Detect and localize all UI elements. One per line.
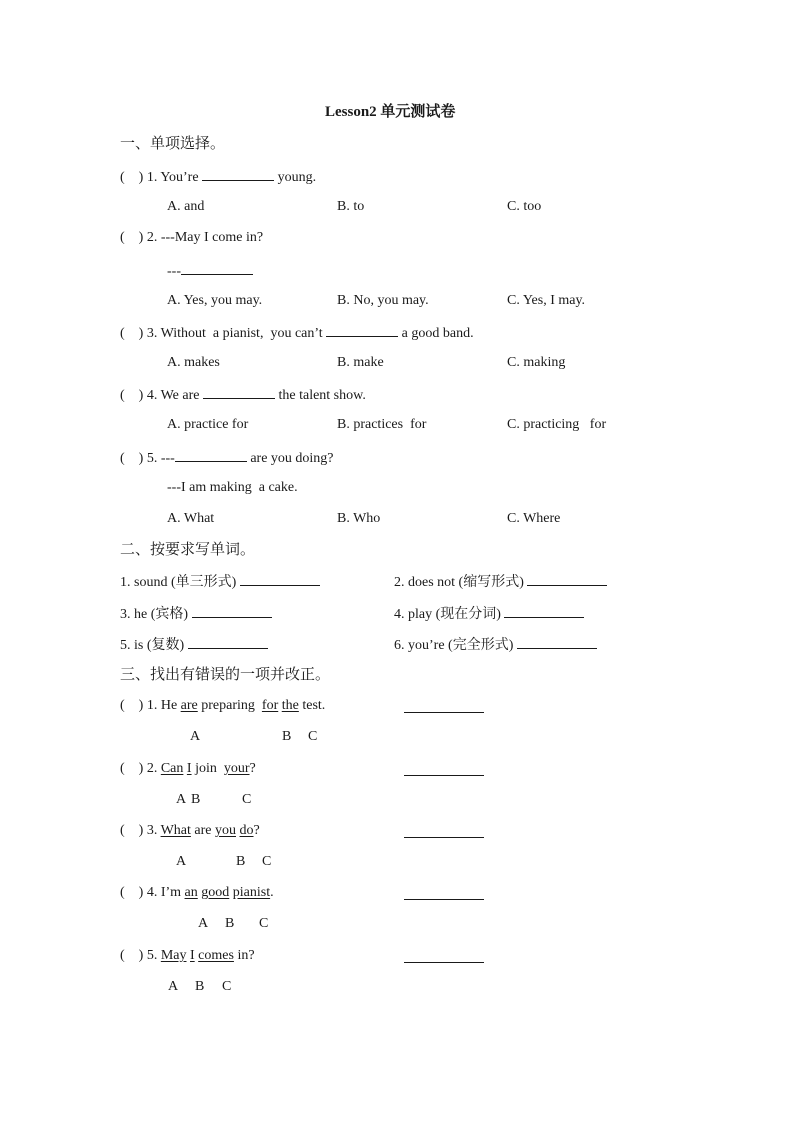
underlined-option-c: do — [239, 823, 254, 838]
answer-blank[interactable] — [504, 604, 584, 618]
option-letter-a: A — [168, 979, 179, 994]
question-text: the talent show. — [278, 388, 366, 403]
question-number: 3. — [146, 823, 158, 838]
answer-paren[interactable]: ( ) — [120, 761, 144, 776]
sentence-word: in? — [237, 948, 255, 963]
answer-blank[interactable] — [203, 385, 275, 399]
option-letter-b: B — [195, 979, 205, 994]
question-1 — [120, 167, 316, 187]
word-prompt: 2. does not (缩写形式) — [394, 575, 524, 590]
answer-paren[interactable]: ( ) — [120, 885, 144, 900]
correction-blank[interactable] — [404, 949, 484, 963]
word-item-3 — [120, 604, 272, 624]
answer-blank[interactable] — [181, 261, 253, 275]
question-text: ---May I come in? — [160, 230, 264, 245]
option-b: B. No, you may. — [337, 293, 429, 308]
error-question-5 — [120, 947, 255, 965]
option-letter-c: C — [259, 916, 269, 931]
option-c: C. Where — [507, 511, 561, 526]
question-number: 1. — [146, 698, 158, 713]
question-number: 4. — [146, 885, 158, 900]
option-b: B. to — [337, 199, 365, 214]
question-text: You’re — [160, 170, 199, 185]
underlined-option-b: for — [261, 698, 279, 713]
word-prompt: 6. you’re (完全形式) — [394, 638, 514, 653]
dialogue-reply: ---I am making a cake. — [167, 480, 298, 495]
sentence-word: . — [270, 885, 274, 900]
underlined-option-c: the — [281, 698, 299, 713]
option-letter-a: A — [176, 854, 187, 869]
page-title: Lesson2 单元测试卷 — [325, 104, 456, 120]
question-number: 3. — [146, 326, 158, 341]
section-heading-3: 三、找出有错误的一项并改正。 — [120, 667, 331, 683]
answer-blank[interactable] — [517, 635, 597, 649]
word-prompt: 4. play (现在分词) — [394, 607, 501, 622]
option-c: C. practicing for — [507, 417, 607, 432]
word-prompt: 5. is (复数) — [120, 638, 185, 653]
word-item-1 — [120, 572, 320, 592]
option-letter-a: A — [198, 916, 209, 931]
option-letter-b: B — [236, 854, 246, 869]
dash: --- — [167, 264, 181, 279]
underlined-option-b: I — [190, 948, 195, 963]
question-text: are you doing? — [250, 451, 334, 466]
question-number: 4. — [146, 388, 158, 403]
correction-blank[interactable] — [404, 824, 484, 838]
sentence-word: preparing — [201, 698, 255, 713]
answer-blank[interactable] — [175, 448, 247, 462]
option-letter-b: B — [225, 916, 235, 931]
word-item-4 — [394, 604, 584, 624]
word-prompt: 1. sound (单三形式) — [120, 575, 237, 590]
question-2 — [120, 229, 263, 247]
option-c: C. too — [507, 199, 542, 214]
option-b: B. Who — [337, 511, 381, 526]
error-question-3 — [120, 822, 260, 840]
sentence-word: I’m — [160, 885, 182, 900]
underlined-option-c: comes — [198, 948, 234, 963]
answer-blank[interactable] — [192, 604, 272, 618]
underlined-option-a: are — [180, 698, 198, 713]
option-a: A. Yes, you may. — [167, 293, 263, 308]
correction-blank[interactable] — [404, 886, 484, 900]
answer-blank[interactable] — [326, 323, 398, 337]
sentence-word: join — [195, 761, 217, 776]
answer-paren[interactable]: ( ) — [120, 823, 144, 838]
sentence-word: test. — [302, 698, 326, 713]
option-letter-b: B — [282, 729, 292, 744]
answer-paren[interactable]: ( ) — [120, 326, 144, 341]
section-heading-2: 二、按要求写单词。 — [120, 542, 256, 558]
sentence-word: He — [160, 698, 178, 713]
option-a: A. and — [167, 199, 205, 214]
correction-blank[interactable] — [404, 699, 484, 713]
answer-paren[interactable]: ( ) — [120, 698, 144, 713]
option-c: C. Yes, I may. — [507, 293, 586, 308]
answer-paren[interactable]: ( ) — [120, 388, 144, 403]
answer-paren[interactable]: ( ) — [120, 948, 144, 963]
answer-blank[interactable] — [527, 572, 607, 586]
answer-blank[interactable] — [240, 572, 320, 586]
answer-paren[interactable]: ( ) — [120, 170, 144, 185]
question-number: 1. — [146, 170, 158, 185]
underlined-option-a: May — [160, 948, 187, 963]
option-a: A. practice for — [167, 417, 249, 432]
answer-paren[interactable]: ( ) — [120, 451, 144, 466]
question-text: young. — [277, 170, 317, 185]
option-letter-c: C — [222, 979, 232, 994]
option-letter-b: B — [191, 792, 201, 807]
option-letter-a: A — [190, 729, 201, 744]
question-4 — [120, 385, 366, 405]
sentence-word: ? — [253, 823, 260, 838]
error-question-1 — [120, 697, 325, 715]
option-letter-c: C — [242, 792, 252, 807]
underlined-option-a: Can — [160, 761, 184, 776]
underlined-option-a: What — [160, 823, 191, 838]
dash: --- — [160, 451, 175, 466]
question-number: 2. — [146, 230, 158, 245]
word-item-5 — [120, 635, 268, 655]
word-item-6 — [394, 635, 597, 655]
word-item-2 — [394, 572, 607, 592]
correction-blank[interactable] — [404, 762, 484, 776]
underlined-option-b: you — [215, 823, 236, 838]
option-c: C. making — [507, 355, 566, 370]
error-question-2 — [120, 760, 256, 778]
option-b: B. practices for — [337, 417, 427, 432]
answer-paren[interactable]: ( ) — [120, 230, 144, 245]
answer-blank[interactable] — [202, 167, 274, 181]
option-letter-a: A — [176, 792, 187, 807]
option-a: A. What — [167, 511, 215, 526]
word-prompt: 3. he (宾格) — [120, 607, 189, 622]
question-number: 5. — [146, 451, 158, 466]
underlined-option-a: an — [184, 885, 198, 900]
error-question-4 — [120, 884, 274, 902]
answer-blank[interactable] — [188, 635, 268, 649]
question-3 — [120, 323, 474, 343]
underlined-option-b: good — [201, 885, 230, 900]
option-letter-c: C — [308, 729, 318, 744]
underlined-option-c: pianist — [232, 885, 271, 900]
option-b: B. make — [337, 355, 384, 370]
dialogue-reply — [167, 261, 253, 281]
sentence-word: are — [194, 823, 212, 838]
question-text: Without a pianist, you can’t — [160, 326, 323, 341]
underlined-option-b: I — [186, 761, 192, 776]
question-number: 5. — [146, 948, 158, 963]
option-a: A. makes — [167, 355, 220, 370]
question-number: 2. — [146, 761, 158, 776]
question-text: a good band. — [401, 326, 474, 341]
sentence-word: ? — [249, 761, 256, 776]
question-text: We are — [160, 388, 200, 403]
option-letter-c: C — [262, 854, 272, 869]
question-5 — [120, 448, 334, 468]
section-heading-1: 一、单项选择。 — [120, 136, 226, 152]
underlined-option-c: your — [223, 761, 250, 776]
